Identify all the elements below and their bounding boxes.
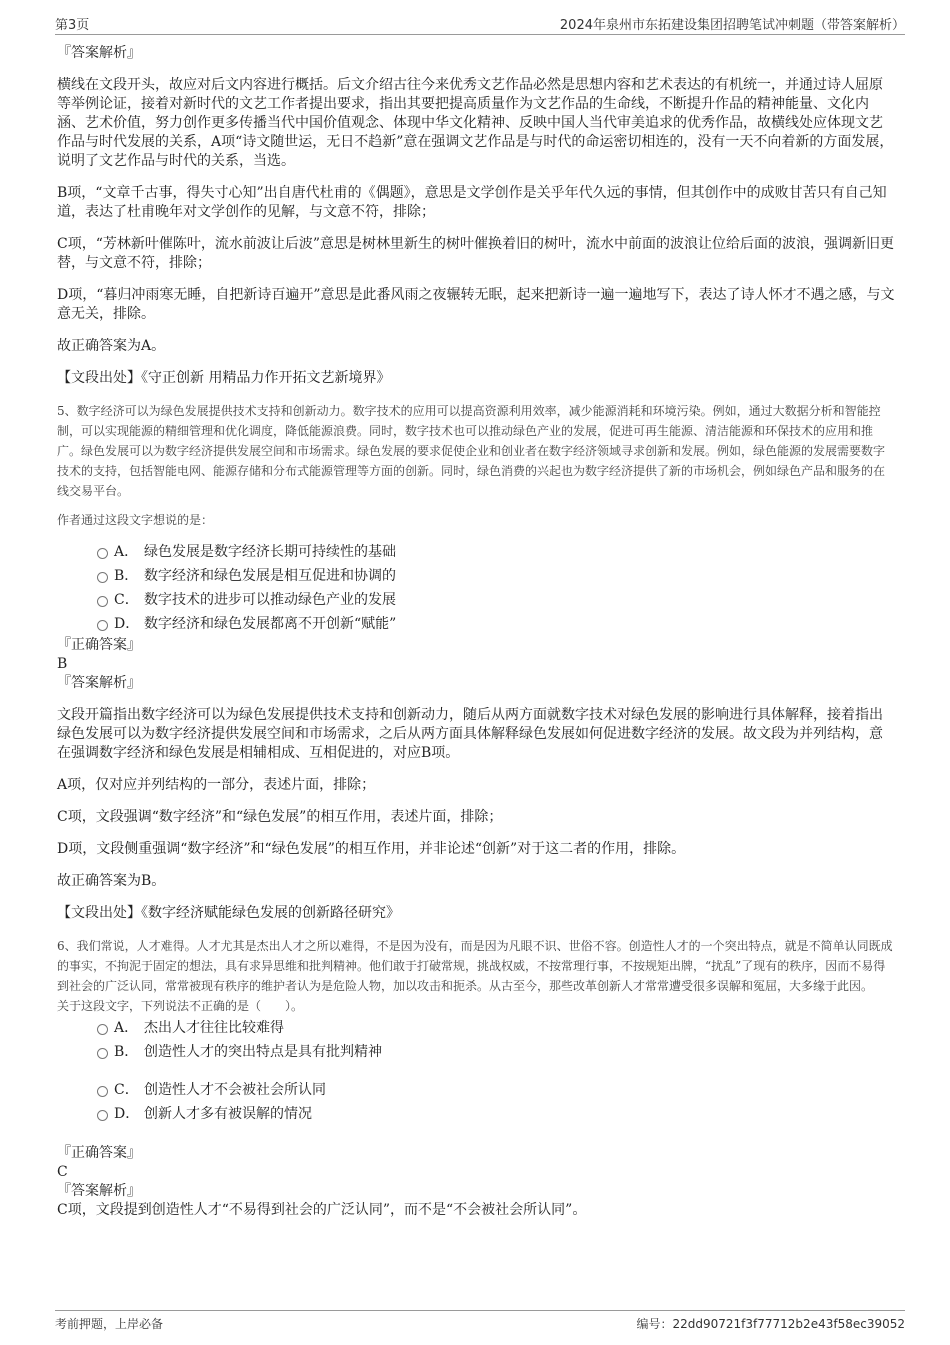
analysis-paragraph: 横线在文段开头，故应对后文内容进行概括。后文介绍古往今来优秀文艺作品必然是思想内容和艺术表达的有机统一，并通过诗人屈原等举例论证，接着对新时代的文艺工作者提出要求，指出其要把提高质量作为文艺作品的生命线，不断提升作品的精神能量、文化内涵、艺术价值，努力创作更多传播当代中国价值观念、体现中华文化精神、反映中国人当代审美追求的优秀作品，故横线处应体现文艺作品与时代发展的关系，A项“诗文随世运，无日不趋新”意在强调文艺作品是与时代的命运密切相连的，没有一天不向着新的方面发展，说明了文艺作品与时代的关系，当选。 <box>57 77 894 169</box>
source-citation: 【文段出处】《守正创新 用精品力作开拓文艺新境界》 <box>57 370 391 386</box>
option-text: 创新人才多有被误解的情况 <box>144 1106 312 1122</box>
analysis-paragraph: C项，“芳林新叶催陈叶，流水前波让后波”意思是树林里新生的树叶催换着旧的树叶，流水中前面的波浪让位给后面的波浪，强调新旧更替，与文意不符，排除； <box>57 236 895 271</box>
option-b[interactable] <box>57 564 895 588</box>
analysis-paragraph: D项，“暮归冲雨寒无睡，自把新诗百遍开”意思是此番风雨之夜辗转无眠，起来把新诗一遍一遍地写下，表达了诗人怀才不遇之感，与文意无关，排除。 <box>57 287 895 322</box>
analysis-paragraph: C项，文段强调“数字经济”和“绿色发展”的相互作用，表述片面，排除； <box>57 809 503 825</box>
answer-label: 『正确答案』 <box>57 637 141 653</box>
option-c[interactable] <box>57 588 895 612</box>
analysis-label: 『答案解析』 <box>57 1183 141 1199</box>
radio-button-icon[interactable] <box>97 572 108 583</box>
source-citation: 【文段出处】《数字经济赋能绿色发展的创新路径研究》 <box>57 905 400 921</box>
page-header <box>55 14 905 35</box>
option-d[interactable] <box>57 1102 895 1126</box>
option-text: 创造性人才不会被社会所认同 <box>144 1082 326 1098</box>
correct-answer: C <box>57 1164 68 1180</box>
document-body <box>57 44 895 1220</box>
radio-button-icon[interactable] <box>97 1086 108 1097</box>
option-text: 绿色发展是数字经济长期可持续性的基础 <box>144 544 396 560</box>
analysis-label: 『答案解析』 <box>57 675 141 691</box>
option-letter: D． <box>114 616 140 632</box>
analysis-paragraph: C项，文段提到创造性人才“不易得到社会的广泛认同”，而不是“不会被社会所认同”。 <box>57 1202 587 1218</box>
analysis-label: 『答案解析』 <box>57 45 141 61</box>
analysis-paragraph: 文段开篇指出数字经济可以为绿色发展提供技术支持和创新动力，随后从两方面就数字技术对绿色发展的影响进行具体解释，接着指出绿色发展可以为数字经济提供发展空间和市场需求，之后从两方面具体解释绿色发展如何促进数字经济的发展。故文段为并列结构，意在强调数字经济和绿色发展是相辅相成、互相促进的，对应B项。 <box>57 707 883 761</box>
radio-button-icon[interactable] <box>97 1110 108 1121</box>
analysis-paragraph: B项，“文章千古事，得失寸心知”出自唐代杜甫的《偶题》，意思是文学创作是关乎年代久远的事情，但其创作中的成败甘苦只有自己知道，表达了杜甫晚年对文学创作的见解，与文意不符，排除； <box>57 185 887 220</box>
option-d[interactable] <box>57 612 895 636</box>
analysis-paragraph: D项，文段侧重强调“数字经济”和“绿色发展”的相互作用，并非论述“创新”对于这二者的作用，排除。 <box>57 841 686 857</box>
option-b[interactable] <box>57 1040 895 1064</box>
option-text: 数字经济和绿色发展是相互促进和协调的 <box>144 568 396 584</box>
option-a[interactable] <box>57 1016 895 1040</box>
option-letter: A． <box>114 1020 139 1036</box>
option-letter: D． <box>114 1106 140 1122</box>
document-title: 2024年泉州市东拓建设集团招聘笔试冲刺题（带答案解析） <box>559 18 905 33</box>
page-footer <box>55 1310 905 1337</box>
question-stem: 6、我们常说，人才难得。人才尤其是杰出人才之所以难得，不是因为没有，而是因为凡眼不识、世俗不容。创造性人才的一个突出特点，就是不简单认同既成的事实，不拘泥于固定的想法，具有求异思维和批判精神。他们敢于打破常规，挑战权威，不按常理行事，不按规矩出牌，“扰乱”了现有的秩序，因而不易得到社会的广泛认同，常常被现有秩序的维护者认为是危险人物，加以攻击和扼杀。从古至今，那些改革创新人才常常遭受很多误解和冤屈，大多缘于此因。 <box>57 939 893 993</box>
radio-button-icon[interactable] <box>97 548 108 559</box>
option-text: 创造性人才的突出特点是具有批判精神 <box>144 1044 382 1060</box>
question-stem: 5、数字经济可以为绿色发展提供技术支持和创新动力。数字技术的应用可以提高资源利用效率，减少能源消耗和环境污染。例如，通过大数据分析和智能控制，可以实现能源的精细管理和优化调度，降低能源浪费。同时，数字技术也可以推动绿色产业的发展，促进可再生能源、清洁能源和环保技术的应用和推广。绿色发展可以为数字经济提供发展空间和市场需求。绿色发展的要求促使企业和创业者在数字经济领域寻求创新和发展。例如，绿色能源的发展需要数字技术的支持，包括智能电网、能源存储和分布式能源管理等方面的创新。同时，绿色消费的兴起也为数字经济提供了新的市场机会，例如绿色产品和服务的在线交易平台。 <box>57 404 886 498</box>
option-text: 数字经济和绿色发展都离不开创新“赋能” <box>144 616 397 632</box>
option-text: 数字技术的进步可以推动绿色产业的发展 <box>144 592 396 608</box>
analysis-paragraph: A项，仅对应并列结构的一部分，表述片面，排除； <box>57 777 376 793</box>
option-list <box>57 540 895 636</box>
radio-button-icon[interactable] <box>97 1024 108 1035</box>
analysis-conclusion: 故正确答案为B。 <box>57 873 166 889</box>
option-letter: B． <box>114 1044 139 1060</box>
option-list <box>57 1016 895 1126</box>
option-text: 杰出人才往往比较难得 <box>144 1020 284 1036</box>
footer-slogan: 考前押题，上岸必备 <box>55 1317 164 1331</box>
option-a[interactable] <box>57 540 895 564</box>
option-c[interactable] <box>57 1078 895 1102</box>
option-letter: C． <box>114 1082 139 1098</box>
question-prompt: 关于这段文字，下列说法不正确的是（ ）。 <box>57 999 304 1013</box>
radio-button-icon[interactable] <box>97 620 108 631</box>
question-prompt: 作者通过这段文字想说的是： <box>57 513 214 527</box>
radio-button-icon[interactable] <box>97 1048 108 1059</box>
option-letter: B． <box>114 568 139 584</box>
analysis-conclusion: 故正确答案为A。 <box>57 338 166 354</box>
document-id: 编号：22dd90721f3f77712b2e43f58ec39052 <box>636 1317 905 1331</box>
page-number: 第3页 <box>55 18 90 33</box>
option-letter: C． <box>114 592 139 608</box>
answer-label: 『正确答案』 <box>57 1145 141 1161</box>
option-letter: A． <box>114 544 139 560</box>
radio-button-icon[interactable] <box>97 596 108 607</box>
correct-answer: B <box>57 656 68 672</box>
